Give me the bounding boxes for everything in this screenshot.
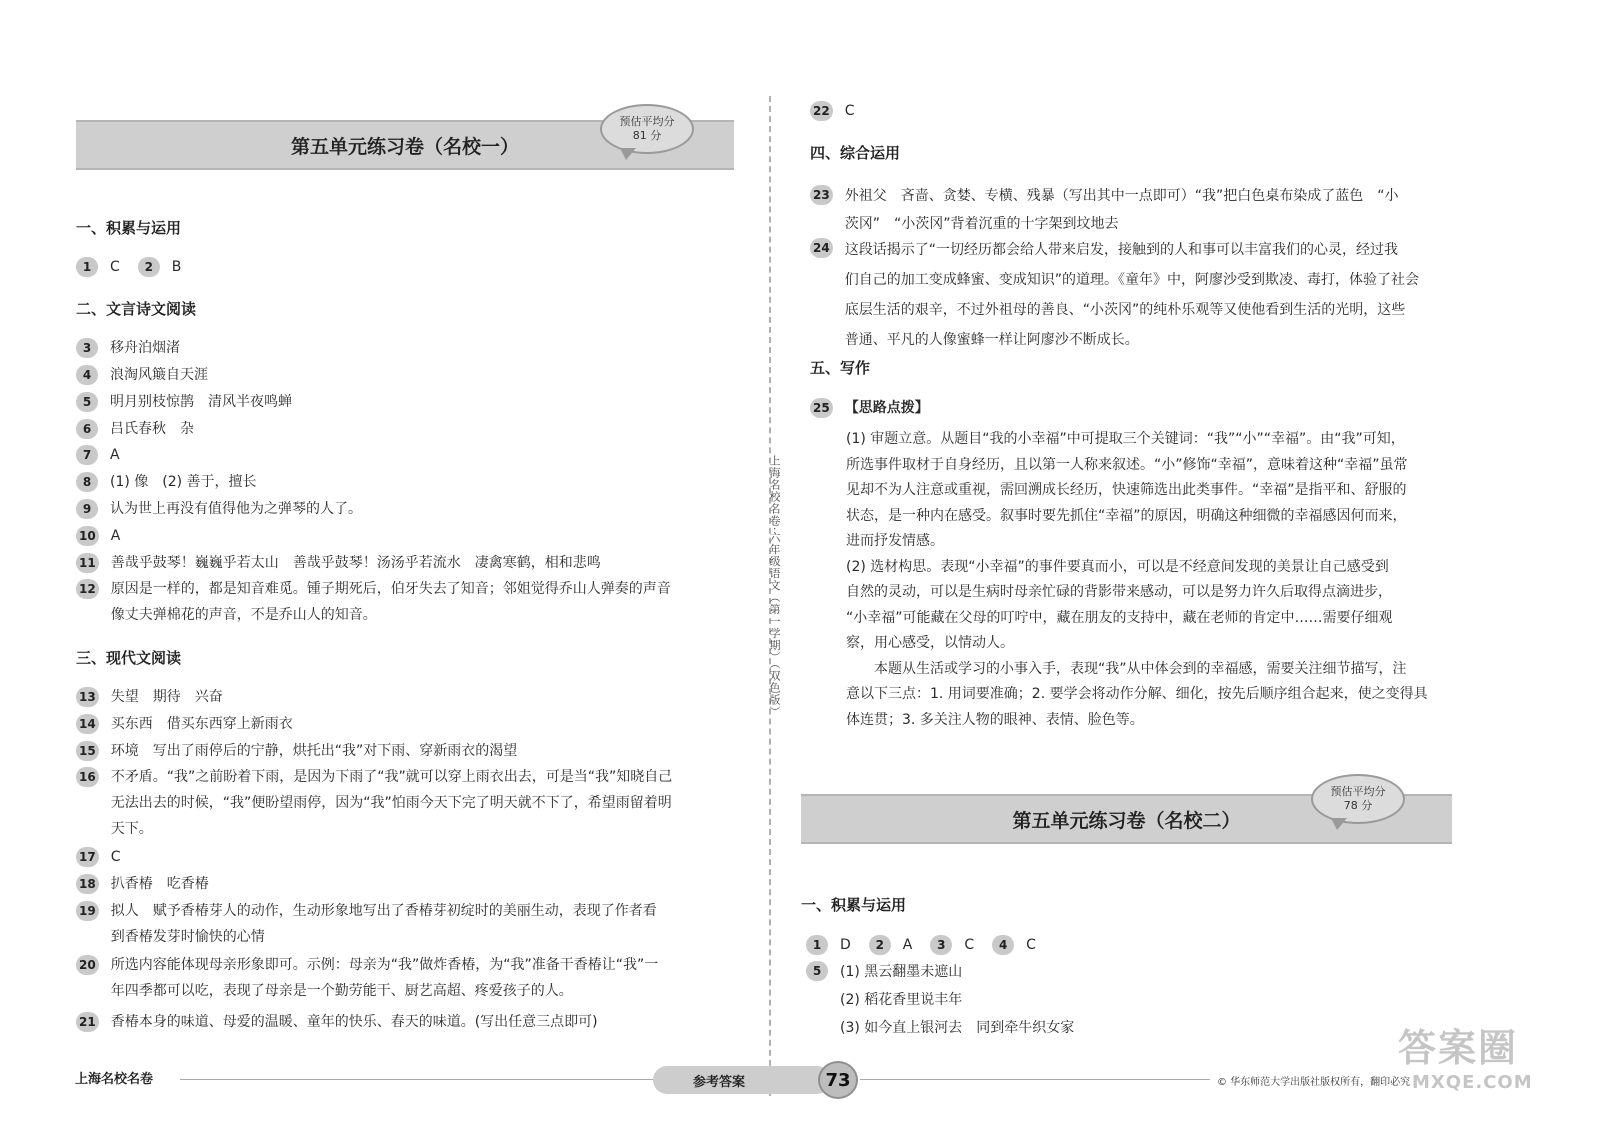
section-heading: 一、积累与运用 [76, 219, 182, 237]
question-number: 6 [76, 419, 98, 439]
copyright-notice: © 华东师范大学出版社版权所有，翻印必究 [1217, 1077, 1411, 1088]
answer-item [76, 684, 223, 710]
question-number: 3 [76, 338, 98, 358]
answer-item [76, 576, 671, 628]
answer-body [840, 958, 1074, 1042]
answer-item [810, 182, 1398, 238]
answer-item [76, 496, 362, 522]
answer-item [76, 550, 601, 576]
answer-item [76, 764, 672, 842]
question-number: 17 [76, 847, 99, 867]
answer-body [110, 335, 180, 361]
answer-line: 善哉乎鼓琴！巍巍乎若太山 善哉乎鼓琴！汤汤乎若流水 凄禽寒鹤，相和悲鸣 [110, 555, 601, 571]
answer-line: (1) 像 (2) 善于，擅长 [110, 474, 257, 490]
answer-line: A [110, 447, 120, 463]
question-number: 9 [76, 499, 98, 519]
question-number: 13 [76, 687, 99, 707]
question-number: 22 [810, 101, 833, 121]
bubble-label: 预估平均分 [619, 115, 675, 128]
answer-body [110, 362, 208, 388]
q25-text [846, 427, 1428, 733]
q25-line: 察，用心感受，以情动人。 [846, 635, 1014, 651]
footer-rule-right [860, 1079, 1210, 1080]
answer-item [76, 738, 517, 764]
answer-body [110, 389, 292, 415]
watermark-url: MXQE.COM [1412, 1072, 1533, 1093]
answer-line: 茨冈” “小茨冈”背着沉重的十字架到坟地去 [844, 216, 1119, 232]
q25-line: 进而抒发情感。 [846, 533, 944, 549]
question-number: 20 [76, 955, 99, 975]
answer-body [111, 952, 659, 1004]
q25-line: 意以下三点：1. 用词要准确；2. 要学会将动作分解、细化，按先后顺序组合起来，使之变得具 [846, 686, 1428, 702]
answer-item [76, 362, 208, 388]
bubble-tail-shape [620, 148, 636, 160]
answer-line: 明月别枝惊鹊 清风半夜鸣蝉 [110, 394, 292, 410]
answer-line: 扒香椿 吃香椿 [110, 876, 209, 892]
question-number: 14 [76, 714, 99, 734]
answer-line: 天下。 [110, 821, 153, 837]
answer-line: 像丈夫弹棉花的声音，不是乔山人的知音。 [110, 607, 377, 623]
answer-body [845, 235, 1419, 355]
left-banner-title: 第五单元练习卷（名校一） [290, 135, 519, 158]
answer-body [111, 764, 673, 842]
bubble-label: 预估平均分 [1330, 785, 1386, 798]
answer-body [110, 496, 362, 522]
footer-rule-left [180, 1079, 655, 1080]
answer-line: 失望 期待 兴奋 [110, 689, 223, 705]
question-number: 2 [869, 935, 891, 955]
answer-text: D [840, 937, 851, 953]
answer-line: 年四季都可以吃，表现了母亲是一个勤劳能干、厨艺高超、疼爱孩子的人。 [110, 983, 573, 999]
bubble-score: 78 分 [1343, 799, 1373, 812]
answer-body [111, 898, 657, 950]
question-number: 7 [76, 445, 98, 465]
answer-line: (2) 稻花香里说丰年 [840, 992, 963, 1008]
answer-body [111, 523, 121, 549]
answer-line: 外祖父 吝啬、贪婪、专横、残暴（写出其中一点即可）“我”把白色桌布染成了蓝色 “小 [844, 188, 1399, 204]
q25-line: 本题从生活或学习的小事入手，表现“我”从中体会到的幸福感，需要关注细节描写，注 [846, 660, 1407, 677]
question-number: 25 [810, 398, 833, 418]
question-number: 23 [810, 185, 833, 205]
q25-line: 见却不为人注意或重视，需回溯成长经历，快速筛选出此类事件。“幸福”是指平和、舒服的 [846, 482, 1407, 498]
footer-tab-label: 参考答案 [693, 1074, 746, 1090]
answer-body [111, 550, 601, 576]
inline-answer-row [76, 254, 181, 280]
answer-line: 到香椿发芽时愉快的心情 [110, 929, 265, 945]
answer-line: 原因是一样的，都是知音难觅。锺子期死后，伯牙失去了知音；邻姐觉得乔山人弹奏的声音 [110, 581, 671, 597]
answer-line: 认为世上再没有值得他为之弹琴的人了。 [110, 501, 362, 517]
question-number: 3 [930, 935, 952, 955]
question-number: 15 [76, 741, 99, 761]
question-number: 5 [806, 961, 828, 981]
answer-line: (1) 黑云翻墨未遮山 [840, 964, 963, 980]
q25-line: 自然的灵动，可以是生病时母亲忙碌的背影带来感动，可以是努力许久后取得点滴进步， [846, 584, 1392, 600]
answer-line: C [110, 849, 121, 865]
answer-body [111, 684, 223, 710]
section-heading: 一、积累与运用 [801, 896, 907, 914]
answer-text: C [964, 937, 975, 953]
question-number: 1 [76, 257, 98, 277]
footer-answer-tab [653, 1066, 831, 1094]
answer-body [111, 711, 293, 737]
answer-item [76, 389, 292, 415]
answer-line: 买东西 借买东西穿上新雨衣 [110, 716, 293, 732]
answer-body [110, 442, 120, 468]
question-number: 1 [806, 935, 828, 955]
answer-line: 所选内容能体现母亲形象即可。示例：母亲为“我”做炸香椿，为“我”准备干香椿让“我”一 [110, 957, 659, 973]
page-number: 73 [818, 1061, 858, 1099]
question-number: 18 [76, 874, 99, 894]
right-score-bubble [1311, 774, 1405, 824]
answer-item [76, 1009, 598, 1035]
answer-item [76, 523, 120, 549]
answer-item [76, 711, 293, 737]
answer-line: 这段话揭示了“一切经历都会给人带来启发，接触到的人和事可以丰富我们的心灵，经过我 [844, 242, 1398, 258]
answer-body [845, 182, 1399, 238]
answer-line: A [110, 528, 121, 544]
question-number: 8 [76, 472, 98, 492]
answer-item [810, 98, 854, 124]
question-number: 2 [138, 257, 160, 277]
answer-line: 底层生活的艰辛，不过外祖母的善良、“小茨冈”的纯朴乐观等又使他看到生活的光明，这些 [844, 302, 1406, 318]
spine-text: 上海名校名卷·六年级语文（第一学期）（双色版） [768, 455, 781, 718]
question-number: 4 [992, 935, 1014, 955]
question-number: 21 [76, 1012, 99, 1032]
left-score-bubble [600, 104, 694, 154]
watermark-logo-text: 答案圈 [1398, 1026, 1519, 1070]
answer-line: 移舟泊烟渚 [110, 340, 180, 356]
q25-heading-row [810, 395, 929, 421]
answer-line: (3) 如今直上银河去 同到牵牛织女家 [840, 1020, 1075, 1036]
answer-body [845, 98, 855, 124]
question-number: 10 [76, 526, 99, 546]
q25-line: 所选事件取材于自身经历，且以第一人称来叙述。“小”修饰“幸福”，意味着这种“幸福”虽常 [846, 456, 1408, 473]
answer-text: B [171, 259, 182, 275]
answer-text: C [1026, 937, 1036, 953]
answer-body [110, 469, 257, 495]
answer-line: 环境 写出了雨停后的宁静，烘托出“我”对下雨、穿新雨衣的渴望 [110, 743, 518, 759]
answer-item [76, 952, 658, 1004]
answer-body [111, 1009, 598, 1035]
q25-line: (1) 审题立意。从题目“我的小幸福”中可提取三个关键词：“我”“小”“幸福”。由“我”可知， [846, 431, 1405, 447]
answer-item [76, 442, 120, 468]
answer-item [76, 871, 209, 897]
answer-text: C [110, 259, 120, 275]
right-banner-title: 第五单元练习卷（名校二） [1012, 809, 1241, 832]
answer-body [111, 576, 671, 628]
answer-body [111, 738, 518, 764]
answer-body [111, 844, 121, 870]
question-number: 24 [810, 238, 833, 258]
question-number: 5 [76, 392, 98, 412]
question-number: 16 [76, 767, 99, 787]
q25-line: (2) 选材构思。表现“小幸福”的事件要真而小，可以是不经意间发现的美景让自己感受到 [846, 558, 1389, 575]
answer-line: 香椿本身的味道、母爱的温暖、童年的快乐、春天的味道。(写出任意三点即可) [110, 1014, 598, 1030]
footer-series-title: 上海名校名卷 [75, 1072, 154, 1087]
answer-item [76, 844, 120, 870]
question-number: 4 [76, 365, 98, 385]
answer-item [806, 958, 1074, 1042]
answer-line: 无法出去的时候，“我”便盼望雨停，因为“我”怕雨今天下完了明天就不下了，希望雨留着明 [110, 795, 672, 811]
answer-item [76, 898, 657, 950]
inline-answer-row [806, 932, 1036, 958]
answer-line: 吕氏春秋 杂 [110, 421, 194, 437]
answer-body [111, 871, 209, 897]
bubble-score: 81 分 [632, 129, 662, 142]
section-heading: 三、现代文阅读 [76, 649, 182, 667]
q25-line: 状态，是一种内在感受。叙事时要先抓住“幸福”的原因，明确这种细微的幸福感因何而来， [846, 507, 1407, 524]
answer-item [76, 416, 194, 442]
answer-item [810, 235, 1419, 355]
section-heading: 二、文言诗文阅读 [76, 300, 197, 318]
question-number: 11 [76, 553, 99, 573]
answer-body [110, 416, 194, 442]
site-watermark [1398, 1024, 1578, 1116]
answer-line: 普通、平凡的人像蜜蜂一样让阿廖沙不断成长。 [844, 332, 1139, 348]
answer-line: 浪淘风簸自天涯 [110, 367, 208, 383]
section-heading: 四、综合运用 [810, 144, 901, 162]
answer-text: A [902, 937, 913, 953]
q25-line: “小幸福”可能藏在父母的叮咛中，藏在朋友的支持中，藏在老师的肯定中……需要仔细观 [846, 609, 1393, 626]
answer-item [76, 335, 180, 361]
section-heading: 五、写作 [810, 359, 871, 377]
answer-line: 们自己的加工变成蜂蜜、变成知识”的道理。《童年》中，阿廖沙受到欺凌、毒打，体验了社会 [844, 272, 1419, 288]
answer-line: 拟人 赋予香椿芽人的动作，生动形象地写出了香椿芽初绽时的美丽生动，表现了作者看 [110, 903, 657, 919]
q25-line: 体连贯；3. 多关注人物的眼神、表情、脸色等。 [846, 711, 1144, 728]
answer-item [76, 469, 257, 495]
answer-line: 不矛盾。“我”之前盼着下雨，是因为下雨了“我”就可以穿上雨衣出去，可是当“我”知晓自己 [110, 769, 673, 785]
answer-line: C [844, 103, 855, 119]
bubble-tail-shape [1331, 818, 1347, 830]
question-number: 12 [76, 579, 99, 599]
question-number: 19 [76, 901, 99, 921]
q25-heading: 【思路点拨】 [844, 400, 929, 416]
